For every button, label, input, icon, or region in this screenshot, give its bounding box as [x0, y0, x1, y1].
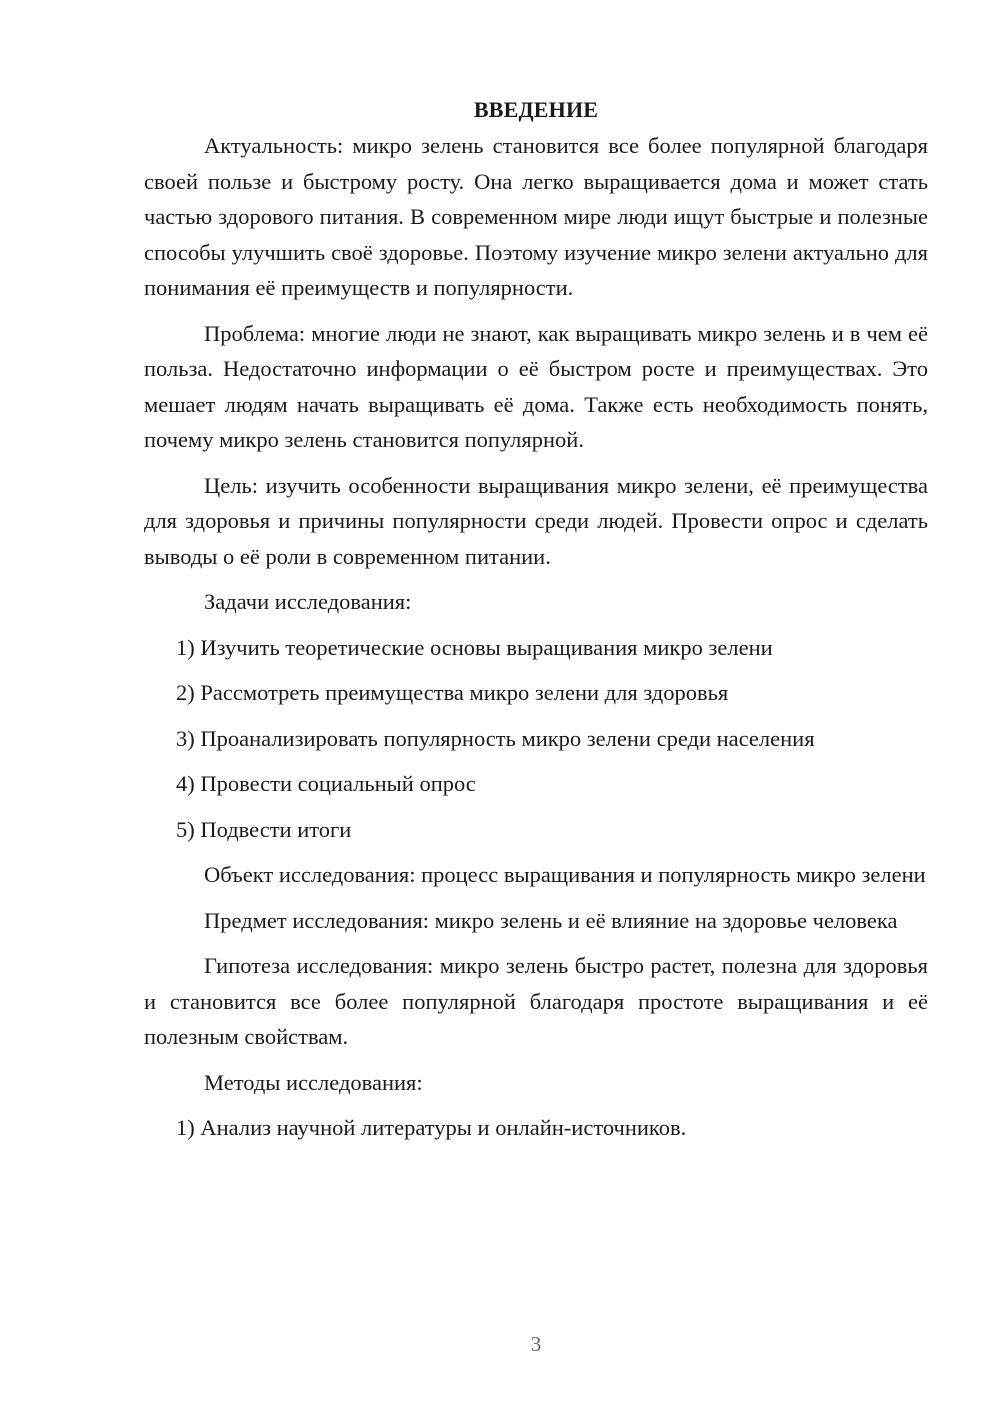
tasks-list	[144, 630, 928, 848]
hypothesis-paragraph: Гипотеза исследования: микро зелень быстро растет, полезна для здоровья и становится все более популярной благодаря простоте выращивания и её полезным свойствам.	[144, 953, 928, 1049]
list-item: 3) Проанализировать популярность микро зелени среди населения	[176, 725, 815, 751]
goal-paragraph: Цель: изучить особенности выращивания микро зелени, её преимущества для здоровья и причины популярности среди людей. Провести опрос и сделать выводы о её роли в современном питании.	[144, 472, 928, 569]
section-title: ВВЕДЕНИЕ	[473, 97, 599, 122]
list-item: 5) Подвести итоги	[176, 816, 352, 842]
problem-paragraph: Проблема: многие люди не знают, как выращивать микро зелень и в чем её польза. Недостаточно информации о её быстром росте и преимуществах. Это мешает людям начать выращивать её дома. Также есть необходимость понять, почему микро зелень становится популярной.	[144, 320, 928, 452]
tasks-heading: Задачи исследования:	[204, 589, 412, 614]
list-item: 2) Рассмотреть преимущества микро зелени для здоровья	[176, 680, 729, 705]
methods-list	[144, 1110, 928, 1146]
list-item: 4) Провести социальный опрос	[176, 771, 476, 796]
relevance-paragraph: Актуальность: микро зелень становится все более популярной благодаря своей пользе и быстрому росту. Она легко выращивается дома и может стать частью здорового питания. В современном мире люди ищут быстрые и полезные способы улучшить своё здоровье. Поэтому изучение микро зелени актуально для понимания её преимуществ и популярности.	[144, 133, 928, 300]
page-number: 3	[530, 1332, 542, 1356]
object-paragraph: Объект исследования: процесс выращивания и популярность микро зелени	[204, 862, 926, 887]
list-item: 1) Анализ научной литературы и онлайн-источников.	[176, 1115, 687, 1140]
list-item: 1) Изучить теоретические основы выращивания микро зелени	[176, 634, 773, 660]
subject-paragraph: Предмет исследования: микро зелень и её влияние на здоровье человека	[204, 907, 898, 933]
document-page	[144, 92, 928, 1156]
methods-heading: Методы исследования:	[204, 1069, 423, 1095]
